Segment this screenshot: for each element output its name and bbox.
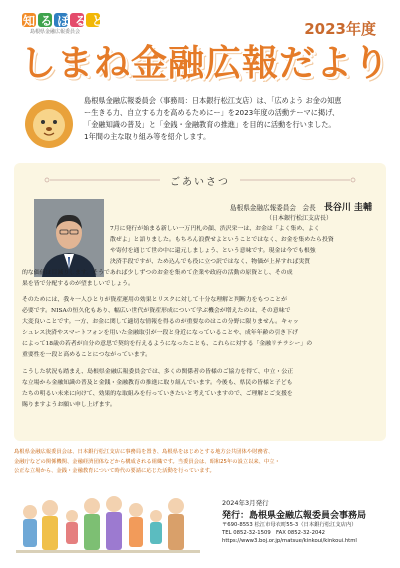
intro-line: ー生きる力、自立する力を高めるためにー」を2023年度の活動テーマに掲げ、 xyxy=(84,108,340,117)
publish-date: 2024年3月発行 xyxy=(222,499,269,507)
text-line: 的な価値は目減りします。そうであれば少しずつのお金を集めて企業や政府の活動の原資とし、その成 xyxy=(22,270,293,276)
page-title: しまね金融広報だより xyxy=(20,43,391,84)
publisher-url[interactable]: https://www3.boj.or.jp/matsue/kinkoui/kinkoui.html xyxy=(222,538,357,544)
text-line: 島根県金融広報委員会は、日本銀行松江支店に事務局を置き、島根県をはじめとする地方公共団体や財務省、 xyxy=(14,449,274,455)
text-line: そのためには、我々一人ひとりが資産運用の効果とリスクに対して十分な理解と判断力をもつことが xyxy=(22,297,287,303)
committee-description xyxy=(14,448,388,477)
text-line: シュレス決済やスマートフォンを用いた金融取引が一段と身近になっていることや、成年年齢の引き下げ xyxy=(22,330,298,336)
text-line: 賜りますようお願い申し上げます。 xyxy=(22,402,116,408)
text-line: 公正な立場から、金銭・金融教育について時代の要請に応じた活動を行っています。 xyxy=(14,468,215,474)
intro-line: 1年間の主な取り組み等を紹介します。 xyxy=(84,132,211,141)
logo-subtitle: 島根県金融広報委員会 xyxy=(30,29,81,35)
text-line: や寄付を通じて世の中に還元しましょう、という意味です。現金は今でも根強 xyxy=(110,248,316,254)
text-line: 必要です。NISAの恒久化もあり、幅広い世代が資産形成について学ぶ機会が増えたのは、その意味で xyxy=(22,308,291,314)
publisher-info xyxy=(222,498,392,545)
greeting-paragraph-2 xyxy=(22,295,312,361)
text-line: 7月に発行が始まる新しい一万円札の顔、渋沢栄一は、お金は「よく集め、よく xyxy=(110,226,320,232)
signer-name: 長谷川 圭輔 xyxy=(323,203,372,213)
text-line: 金融庁などの関係機関、金融経済団体などから構成される組織です。当委員会は、昭和25年の設立以来、中立・ xyxy=(14,458,280,465)
lion-mascot-icon xyxy=(22,97,76,151)
text-line: 大変良いことです。一方、お金に関して適切な情報を得るのが重要なのはこの分野に限りません。キャッ xyxy=(22,319,299,325)
greeting-header xyxy=(30,173,370,189)
text-line: 決済手段ですが、ため込んでも役に立つ訳ではなく、物価が上昇すれば実質 xyxy=(110,259,311,265)
publisher-phone: TEL 0852-32-1509 FAX 0852-32-2042 xyxy=(222,530,326,536)
signer-organization: 島根県金融広報委員会 会長 xyxy=(230,204,316,212)
greeting-paragraph-1-cont xyxy=(22,268,293,290)
greeting-title: ごあいさつ xyxy=(170,177,230,188)
text-line: 散ぜよ」と語りました。もちろん浪費せよということではなく、お金を集めたら投資 xyxy=(110,237,334,243)
greeting-paragraph-1 xyxy=(110,224,334,268)
people-illustration-icon xyxy=(16,486,200,562)
text-line: によって18歳の若者が自分の意思で契約を行えるようになったことも、これらに対する「金融リテラシー」の xyxy=(22,341,313,347)
greeting-paragraph-3 xyxy=(22,367,293,411)
logo-text: 知るぽると xyxy=(23,14,110,28)
text-line: こうした状況も踏まえ、島根県金融広報委員会では、多くの関係者の皆様のご協力を得て、中立・公正 xyxy=(22,369,294,375)
shiru-poruto-logo xyxy=(22,12,118,38)
text-line: な立場から金融知識の普及と金銭・金融教育の推進に取り組んでいます。今後も、県民の皆様と子ども xyxy=(22,380,293,386)
signer-subtitle: （日本銀行松江支店長） xyxy=(265,215,332,222)
intro-line: 島根県金融広報委員会（事務局：日本銀行松江支店）は、「広めよう お金の知恵 xyxy=(84,96,342,105)
publisher-address: 〒690-8553 松江市母衣町55-3（日本銀行松江支店内） xyxy=(222,522,357,528)
signature-block xyxy=(230,200,372,222)
text-line: 重要性を一段と高めることにつながっています。 xyxy=(22,352,152,358)
intro-section xyxy=(22,95,382,153)
intro-line: 「金融知識の普及」と「金銭・金融教育の推進」を目的に活動を行いました。 xyxy=(84,120,336,129)
portrait-image xyxy=(34,199,104,277)
publisher-name: 発行：島根県金融広報委員会事務局 xyxy=(222,511,367,521)
fiscal-year: 2023年度 xyxy=(304,20,376,38)
text-line: たちの明るい未来に向けて、効果的な取組みを行っていきたいと考えていますので、ご理解とご支援を xyxy=(22,391,293,397)
intro-text xyxy=(84,95,380,143)
text-line: 果を皆で分配するのが望ましいでしょう。 xyxy=(22,281,134,287)
president-portrait xyxy=(34,199,104,277)
